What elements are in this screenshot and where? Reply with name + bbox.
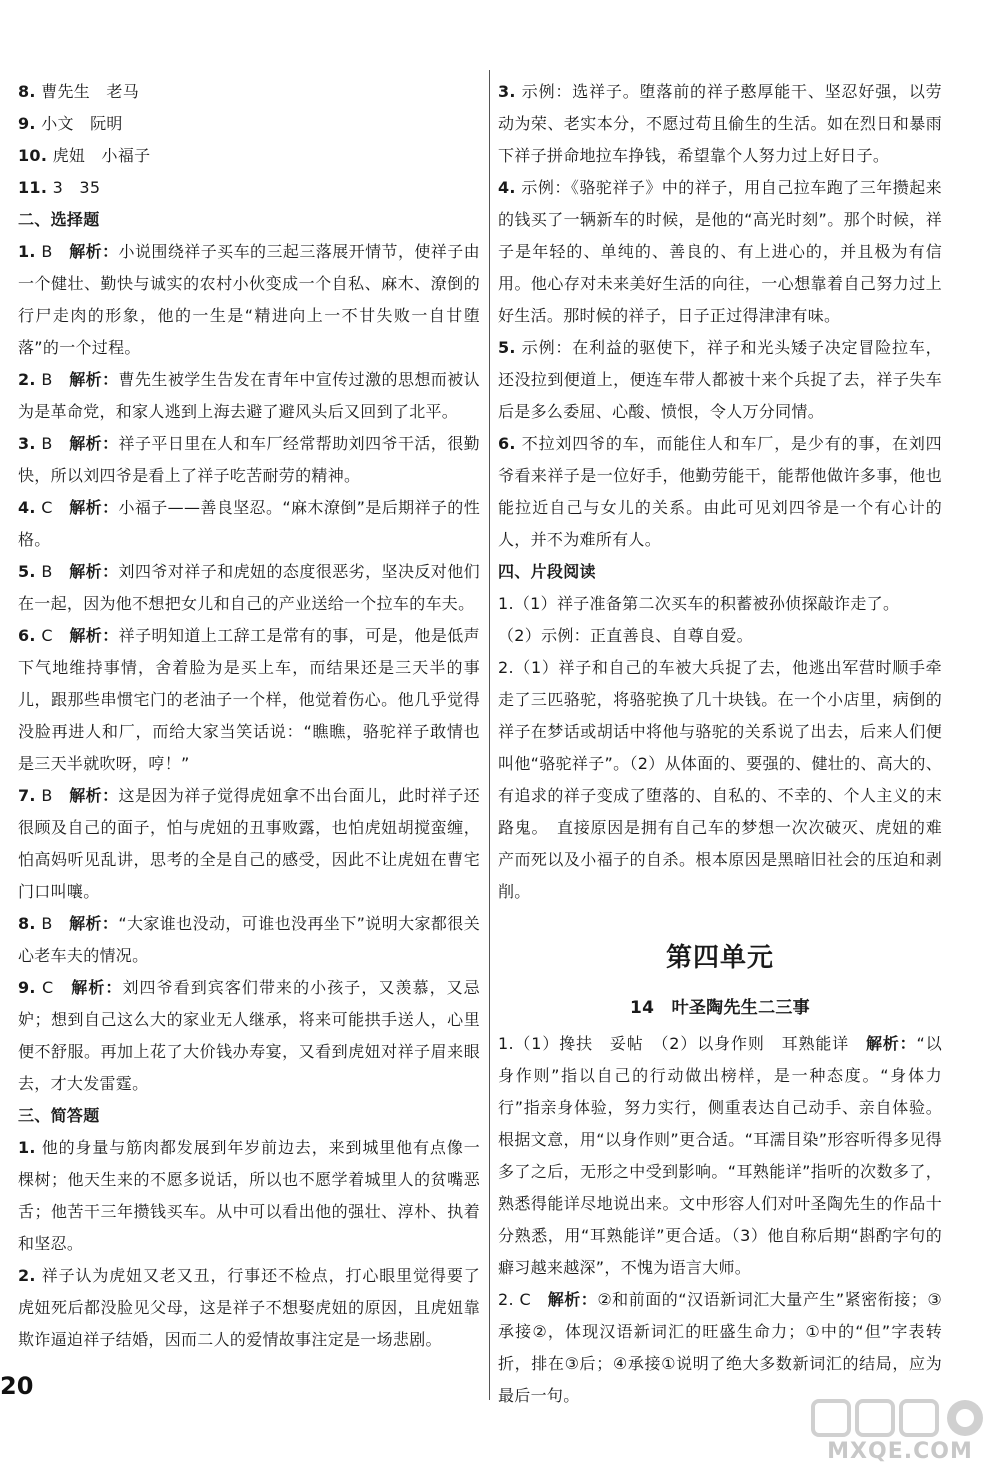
answer-item: 1. B 解析：小说围绕祥子买车的三起三落展开情节，使祥子由一个健壮、勤快与诚实的农村小伙变成一个自私、麻木、潦倒的行尸走肉的形象，他的一生是“精进向上一不甘失败一自甘堕落”的一个过程。 xyxy=(18,242,480,357)
answer-item: 1. 他的身量与筋肉都发展到年岁前边去，来到城里他有点像一棵树；他天生来的不愿多说话，所以也不愿学着城里人的贫嘴恶舌；他苦干三年攒钱买车。从中可以看出他的强壮、淳朴、执着和坚忍。 xyxy=(18,1138,480,1253)
answer-item: 6. 不拉刘四爷的车，而能住人和车厂，是少有的事，在刘四爷看来祥子是一位好手，他勤劳能干，能帮他做许多事，他也能拉近自己与女儿的关系。由此可见刘四爷是一个有心计的人，并不为难所有人。 xyxy=(498,434,942,549)
list-item: 10. 虎妞 小福子 xyxy=(18,146,151,165)
column-divider xyxy=(489,70,490,1400)
answer-item: 8. B 解析：“大家谁也没动，可谁也没再坐下”说明大家都很关心老车夫的情况。 xyxy=(18,914,481,965)
answer-item: 1.（1）祥子准备第二次买车的积蓄被孙侦探敲诈走了。 xyxy=(498,594,900,613)
answer-item: 3. 示例：选祥子。堕落前的祥子憨厚能干、坚忍好强，以劳动为荣、老实本分，不愿过苟且偷生的生活。如在烈日和暴雨下祥子拼命地拉车挣钱，希望靠个人努力过上好日子。 xyxy=(498,82,942,165)
left-column xyxy=(18,76,480,1356)
answer-item: 5. B 解析：刘四爷对祥子和虎妞的态度很恶劣，坚决反对他们在一起，因为他不想把女儿和自己的产业送给一个拉车的车夫。 xyxy=(18,562,480,613)
answer-item: 9. C 解析：刘四爷看到宾客们带来的小孩子，又羡慕，又忌妒；想到自己这么大的家业无人继承，将来可能拱手送人，心里便不舒服。再加上花了大价钱办寿宴，又看到虎妞对祥子眉来眼去，才大发雷霆。 xyxy=(18,978,480,1093)
answer-item: 5. 示例：在利益的驱使下，祥子和光头矮子决定冒险拉车，还没拉到便道上，便连车带人都被十来个兵捉了去，祥子失车后是多么委屈、心酸、愤恨，令人万分同情。 xyxy=(498,338,942,421)
page-number: 20 xyxy=(0,1372,34,1400)
answer-item: （2）示例：正直善良、自尊自爱。 xyxy=(498,626,753,645)
answer-item: 4. C 解析：小福子——善良坚忍。“麻木潦倒”是后期祥子的性格。 xyxy=(18,498,480,549)
answer-item: 6. C 解析：祥子明知道上工辞工是常有的事，可是，他是低声下气地维持事情，舍着脸为是买上车，而结果还是三天半的事儿，跟那些串惯宅门的老油子一个样，他觉着伤心。他几乎觉得没脸再进人和厂，而给大家当笑话说：“瞧瞧，骆驼祥子敢情也是三天半就吹呀，哼！” xyxy=(18,626,480,773)
unit-title: 第四单元 xyxy=(665,943,774,973)
list-item: 11. 3 35 xyxy=(18,178,101,197)
answer-item: 7. B 解析：这是因为祥子觉得虎妞拿不出台面儿，此时祥子还很顾及自己的面子，怕与虎妞的丑事败露，也怕虎妞胡搅蛮缠，怕高妈听见乱讲，思考的全是自己的感受，因此不让虎妞在曹宅门口叫嚷。 xyxy=(18,786,480,901)
watermark-url: MXQE.COM xyxy=(827,1439,973,1464)
watermark-logo-icon xyxy=(805,1395,995,1441)
answer-item: 2. B 解析：曹先生被学生告发在青年中宣传过激的思想而被认为是革命党，和家人逃到上海去避了避风头后又回到了北平。 xyxy=(18,370,480,421)
answer-item: 4. 示例：《骆驼祥子》中的祥子，用自己拉车跑了三年攒起来的钱买了一辆新车的时候，是他的“高光时刻”。那个时候，祥子是年轻的、单纯的、善良的、有上进心的，并且极为有信用。他心存对未来美好生活的向往，一心想靠着自己努力过上好生活。那时候的祥子，日子正过得津津有味。 xyxy=(498,178,942,325)
watermark-logo xyxy=(805,1395,995,1467)
list-item: 8. 曹先生 老马 xyxy=(18,82,140,101)
lesson-title: 14 叶圣陶先生二三事 xyxy=(630,998,810,1018)
list-item: 9. 小文 阮明 xyxy=(18,114,123,133)
section-heading: 四、片段阅读 xyxy=(498,562,596,581)
answer-item: 2.（1）祥子和自己的车被大兵捉了去，他逃出军营时顺手牵走了三匹骆驼，将骆驼换了几十块钱。在一个小店里，病倒的祥子在梦话或胡话中将他与骆驼的关系说了出去，后来人们便叫他“骆驼祥子”。（2）从体面的、要强的、健壮的、高大的、有追求的祥子变成了堕落的、自私的、不幸的、个人主义的末路鬼。 直接原因是拥有自己车的梦想一次次破灭、虎妞的难产而死以及小福子的自杀。根本原因是黑暗旧社会的压迫和剥削。 xyxy=(498,658,942,901)
answer-item: 3. B 解析：祥子平日里在人和车厂经常帮助刘四爷干活，很勤快，所以刘四爷是看上了祥子吃苦耐劳的精神。 xyxy=(18,434,480,485)
right-column xyxy=(498,76,942,1412)
section-heading: 三、简答题 xyxy=(18,1106,100,1125)
answer-item: 1.（1）搀扶 妥帖 （2）以身作则 耳熟能详 解析：“以身作则”指以自己的行动做出榜样，是一种态度。“身体力行”指亲身体验，努力实行，侧重表达自己动手、亲自体验。根据文意，用“以身作则”更合适。“耳濡目染”形容听得多见得多了之后，无形之中受到影响。“耳熟能详”指听的次数多了，熟悉得能详尽地说出来。文中形容人们对叶圣陶先生的作品十分熟悉，用“耳熟能详”更合适。（3）他自称后期“斟酌字句的癖习越来越深”，不愧为语言大师。 xyxy=(498,1034,943,1277)
answer-item: 2. 祥子认为虎妞又老又丑，行事还不检点，打心眼里觉得要了虎妞死后都没脸见父母，这是祥子不想娶虎妞的原因，且虎妞靠欺诈逼迫祥子结婚，因而二人的爱情故事注定是一场悲剧。 xyxy=(18,1266,480,1349)
answer-item: 2. C 解析：②和前面的“汉语新词汇大量产生”紧密衔接；③承接②，体现汉语新词汇的旺盛生命力；①中的“但”字表转折，排在③后；④承接①说明了绝大多数新词汇的结局，应为最后一句。 xyxy=(498,1290,942,1405)
section-heading: 二、选择题 xyxy=(18,210,100,229)
